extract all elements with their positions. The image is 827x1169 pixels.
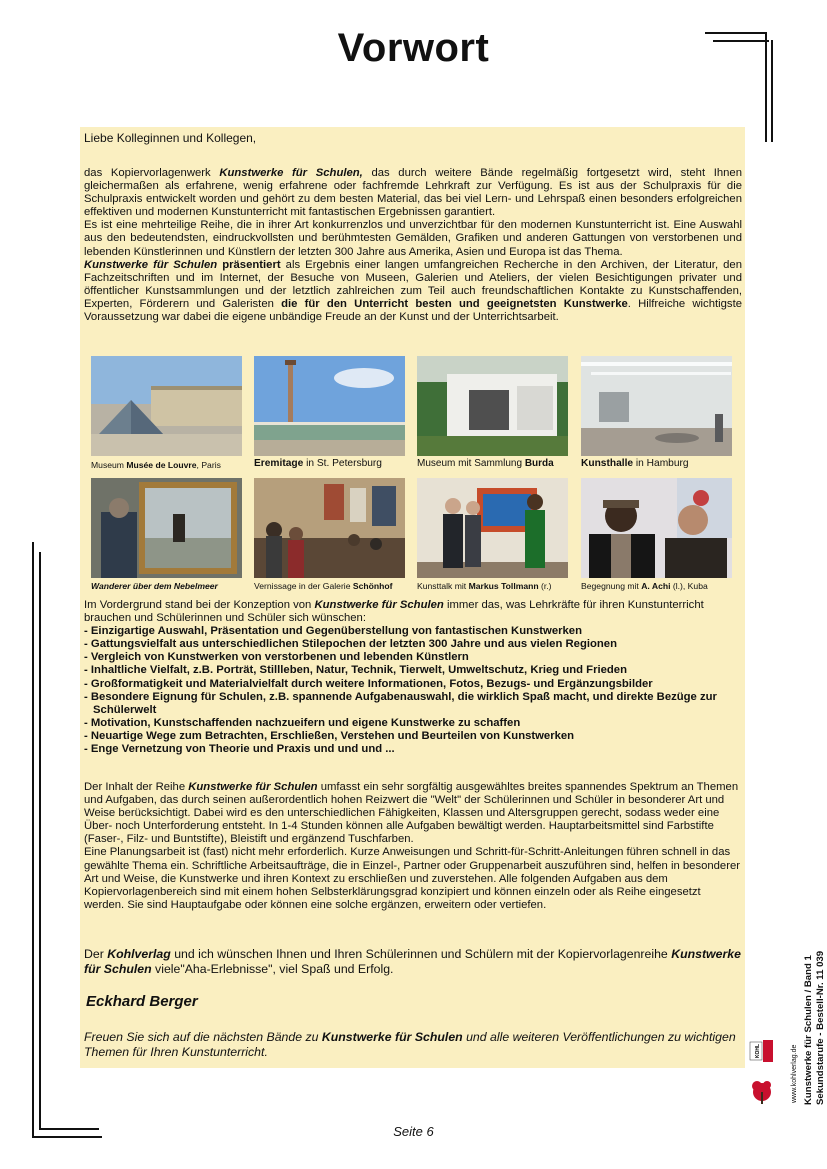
intro-paragraph-3: Kunstwerke für Schulen präsentiert als Ergebnis einer langen umfangreichen Recherche in den Archiven, der Literatur, den Fachzeitschriften und im Internet, der Besuche von Museen, Galerien und Ateliers, der vielen Besichtigungen privater und öffentlicher Kunstsammlungen und der letztlich zahlreichen zum Teil auch freundschaftlichen Kontakte zu Kunstschaffenden, Experten, Förderern und Galeristen die für den Unterricht besten und geeignetsten Kunstwerke. Hilfreiche wichtigste Voraussetzung war dabei die eigene unbändige Freude an der Kunst und der Unterrichtsarbeit. [84, 258, 742, 324]
frame-line-left-inner [39, 552, 41, 1130]
concept-intro: Im Vordergrund stand bei der Konzeption von Kunstwerke für Schulen immer das, was Lehrkräfte für ihren Kunstunterricht brauchen und Schülerinnen und Schüler sich wünschen: [84, 599, 704, 625]
content-paragraph-2: Eine Planungsarbeit ist (fast) nicht mehr erforderlich. Kurze Anweisungen und Schritt-für-Schritt-Anleitungen führen schnell in das gewählte Thema ein. Schriftliche Arbeitsaufträge, die in Einzel-, Partner oder Gruppenarbeit auszuführen sind, helfen in besonderer Art und Weise, die Kunstwerke und ihren Kontext zu erschließen und zuverstehen. Alle folgenden Aufgaben aus dem Kopiervorlagenbereich sind mit einem hohen Selbsterklärungsgrad konzipiert und können einzeln oder als Reihe eingesetzt werden. Sie sind Hauptaufgabe oder können eine solche ergänzen, erweitern oder vertiefen. [84, 846, 741, 911]
photo-caption: Wanderer über dem Nebelmeer [91, 581, 218, 591]
intro-paragraph-2: Es ist eine mehrteilige Reihe, die in ihrer Art konkurrenzlos und unverzichtbar für den modernen Kunstunterricht ist. Eine Auswahl aus den bedeutendsten, eindruckvollsten und berühmtesten Gemälden, Grafiken und anderen Gattungen von verstorbenen und lebenden Künstlerinnen und Künstlern der letzten 300 Jahre aus Amerika, Asien und Europa ist das Thema. [84, 219, 742, 258]
sidebar-line-1: Kunstwerke für Schulen / Band 1 [803, 955, 814, 1105]
photo-caption: Kunsthalle in Hamburg [581, 458, 689, 469]
list-item: - Neuartige Wege zum Betrachten, Erschließen, Verstehen und Beurteilen von Kunstwerken [84, 729, 575, 742]
eremitage-photo [254, 356, 405, 456]
list-item: - Vergleich von Kunstwerken von verstorbenen und lebenden Künstlern [84, 651, 469, 664]
publisher-url: www.kohlverlag.de [791, 1044, 798, 1103]
list-item: - Inhaltliche Vielfalt, z.B. Porträt, Stillleben, Natur, Technik, Tierwelt, Umweltschutz, Krieg und Frieden [84, 664, 627, 677]
begegnung-photo [581, 478, 732, 578]
photo-caption: Kunsttalk mit Markus Tollmann (r.) [417, 581, 552, 591]
thanks-paragraph: Der Kohlverlag und ich wünschen Ihnen und Ihren Schülerinnen und Schülern mit der Kopiervorlagenreihe Kunstwerke für Schulen viele"Aha-Erlebnisse", viel Spaß und Erfolg. [84, 947, 741, 976]
photo-caption: Vernissage in der Galerie Schönhof [254, 581, 393, 591]
author-signature: Eckhard Berger [86, 993, 198, 1010]
kunsthalle-photo [581, 356, 732, 456]
page-title: Vorwort [337, 26, 490, 70]
vernissage-photo [254, 478, 405, 578]
list-item: - Einzigartige Auswahl, Präsentation und Gegenüberstellung von fantastischen Kunstwerken [84, 625, 582, 638]
content-paragraph-1: Der Inhalt der Reihe Kunstwerke für Schulen umfasst ein sehr sorgfältig ausgewähltes breites spannendes Spektrum an Themen und Aufgaben, das durch seinen außerordentlich hohen Reizwert die "Welt" der Schülerinnen und Schüler in besonderer Art und Weise berücksichtigt. Dabei wird es den unterschiedlichen Fähigkeiten, Klassen und Altersgruppen gerecht, sodass weder eine Über- noch Unterforderung entsteht. In 1-4 Stunden können alle Aufgaben bewältigt werden. Hauptarbeitsmittel sind Farbstifte (Faser-, Filz- und Buntstifte), Bleistift und ergänzend Tuschfarben. [84, 781, 739, 846]
greeting: Liebe Kolleginnen und Kollegen, [84, 131, 257, 145]
list-item: - Gattungsvielfalt aus unterschiedlichen Stilepochen der letzten 300 Jahre und aus vielen Regionen [84, 638, 617, 651]
intro-paragraph-1: das Kopiervorlagenwerk Kunstwerke für Schulen, das durch weitere Bände regelmäßig fortgesetzt wird, steht Ihnen gleichermaßen als erfahrene, wenig erfahrene oder fachfremde Lehrkraft zur Verfügung. Es ist aus der Schulpraxis für die Schulpraxis entwickelt worden und gehört zu dem besten Material, das bei viel Lern- und Lehrspaß einen besonders erfolgreichen effektiven und modernen Kunstunterricht mit fantastischen Ergebnissen garantiert. [84, 167, 743, 219]
photo-caption: Museum mit Sammlung Burda [417, 458, 554, 469]
kohl-logo [749, 1040, 775, 1104]
burda-museum-photo [417, 356, 568, 456]
photo-caption: Museum Musée de Louvre, Paris [91, 460, 221, 470]
list-item: - Großformatigkeit und Materialvielfalt durch weitere Informationen, Fotos, Bezugs- und Ergänzungsbilder [84, 677, 653, 690]
sidebar-line-2: Sekundstarufe - Bestell-Nr. 11 039 [815, 950, 826, 1105]
list-item: - Motivation, Kunstschaffenden nachzueifern und eigene Kunstwerke zu schaffen [84, 716, 521, 729]
photo-caption: Begegnung mit A. Achi (l.), Kuba [581, 581, 708, 591]
photo-caption: Eremitage in St. Petersburg [254, 458, 382, 469]
wanderer-painting-photo [91, 478, 242, 578]
concept-section [84, 599, 742, 756]
list-item: - Enge Vernetzung von Theorie und Praxis und und und ... [84, 743, 395, 756]
svg-text:KOHL: KOHL [755, 1043, 761, 1059]
feature-list [84, 625, 742, 756]
page-number: Seite 6 [393, 1124, 434, 1139]
frame-line-left-outer [32, 542, 34, 1138]
louvre-photo [91, 356, 242, 456]
content-section [84, 781, 742, 912]
list-item: - Besondere Eignung für Schulen, z.B. spannende Aufgabenauswahl, die wirklich Spaß macht, und direkte Bezüge zur Schülerwelt [84, 690, 717, 716]
kunsttalk-photo [417, 478, 568, 578]
series-sidebar [803, 951, 827, 1105]
closing-paragraph: Freuen Sie sich auf die nächsten Bände zu Kunstwerke für Schulen und alle weiteren Veröffentlichungen zu wichtigen Themen für Ihren Kunstunterricht. [84, 1030, 736, 1059]
intro-text [84, 167, 742, 324]
